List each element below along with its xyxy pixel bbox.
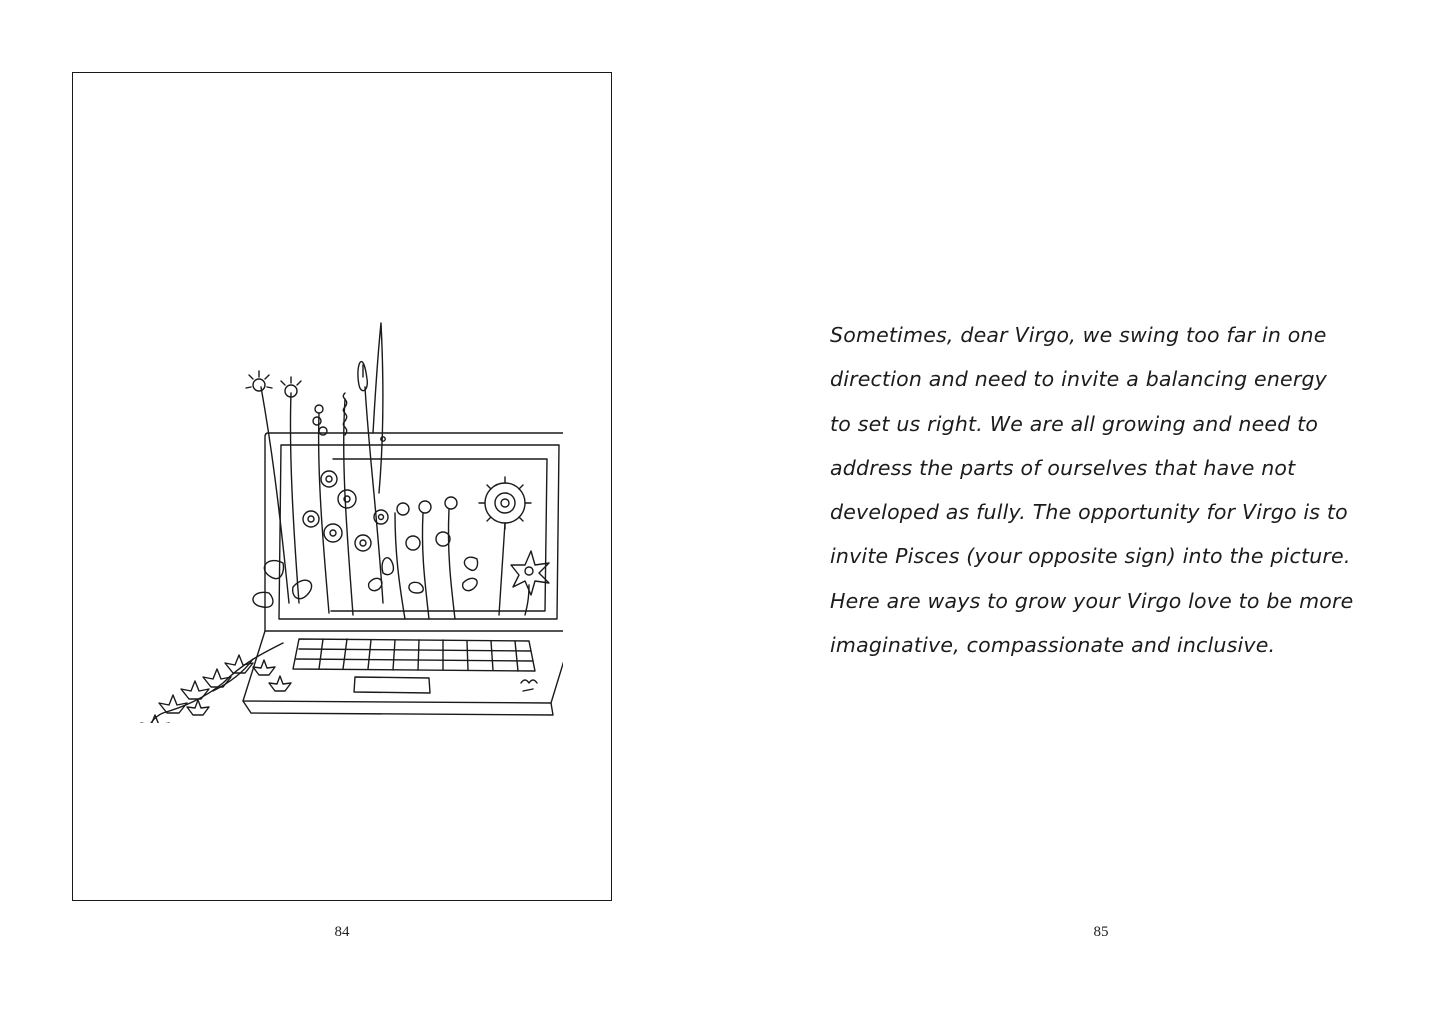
text-line: to set us right. We are all growing and need to bbox=[830, 411, 1319, 436]
text-line: Sometimes, dear Virgo, we swing too far in one bbox=[830, 323, 1327, 347]
text-line: developed as fully. The opportunity for Virgo is to bbox=[830, 500, 1348, 525]
laptop-screen bbox=[265, 433, 563, 631]
text-line: imaginative, compassionate and inclusive. bbox=[830, 633, 1276, 658]
illustration-frame bbox=[72, 72, 612, 901]
daisy-flower bbox=[511, 551, 549, 615]
left-page bbox=[0, 0, 722, 1012]
small-flower-heads bbox=[246, 371, 457, 551]
sunflower bbox=[479, 477, 531, 615]
text-line: invite Pisces (your opposite sign) into the picture. bbox=[830, 544, 1351, 569]
ivy-vine bbox=[141, 643, 291, 723]
cattail-stems bbox=[358, 323, 383, 603]
text-line: Here are ways to grow your Virgo love to be more bbox=[830, 588, 1354, 613]
body-paragraph bbox=[830, 313, 1390, 667]
laptop-keyboard-base bbox=[243, 631, 563, 715]
right-page bbox=[722, 0, 1445, 1012]
laptop-with-wildflowers-illustration bbox=[133, 303, 563, 723]
text-line: direction and need to invite a balancing energy bbox=[830, 367, 1327, 392]
text-line: address the parts of ourselves that have not bbox=[830, 455, 1296, 480]
page-number-right: 85 bbox=[1093, 924, 1109, 940]
page-number-left: 84 bbox=[334, 924, 350, 940]
flower-stems bbox=[261, 387, 455, 619]
